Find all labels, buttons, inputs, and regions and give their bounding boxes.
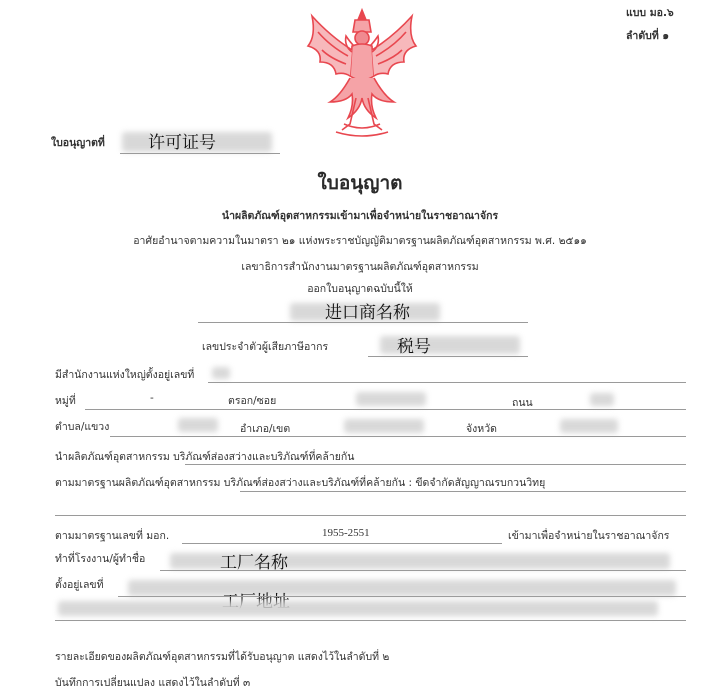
province-label: จังหวัด xyxy=(466,423,497,435)
authority-line-1: อาศัยอำนาจตามความในมาตรา ๒๑ แห่งพระราชบัญญัติมาตรฐานผลิตภัณฑ์อุตสาหกรรม พ.ศ. ๒๕๑๑ xyxy=(133,235,587,247)
license-number-rule xyxy=(120,153,280,154)
license-number-overlay: 许可证号 xyxy=(148,133,216,153)
page-title: ใบอนุญาต xyxy=(317,172,403,194)
standard-number-label: ตามมาตรฐานเลขที่ มอก. xyxy=(55,530,170,542)
standard-rule xyxy=(240,491,686,492)
redacted-factory-address-1 xyxy=(128,580,676,596)
head-office-rule xyxy=(208,382,686,383)
road-label: ถนน xyxy=(512,397,533,409)
redacted-house-number xyxy=(212,367,230,379)
tax-id-rule xyxy=(368,356,528,357)
soi-label: ตรอก/ซอย xyxy=(228,395,277,407)
importer-name-overlay: 进口商名称 xyxy=(325,303,410,323)
factory-name-overlay: 工厂名称 xyxy=(220,553,288,573)
standard-number-suffix: เข้ามาเพื่อจำหน่ายในราชอาณาจักร xyxy=(508,530,670,542)
footer-line-1: รายละเอียดของผลิตภัณฑ์อุตสาหกรรมที่ได้รับอนุญาต แสดงไว้ในลำดับที่ ๒ xyxy=(55,651,390,663)
tax-id-label: เลขประจำตัวผู้เสียภาษีอากร xyxy=(202,341,329,353)
standard-number-rule xyxy=(182,543,502,544)
subtitle: นำผลิตภัณฑ์อุตสาหกรรมเข้ามาเพื่อจำหน่ายในราชอาณาจักร xyxy=(221,210,499,222)
redacted-road xyxy=(590,393,614,406)
footer-line-2: บันทึกการเปลี่ยนแปลง แสดงไว้ในลำดับที่ ๓ xyxy=(55,677,251,689)
authority-line-2: เลขาธิการสำนักงานมาตรฐานผลิตภัณฑ์อุตสาหกรรม xyxy=(241,261,479,273)
factory-address-label: ตั้งอยู่เลขที่ xyxy=(55,579,104,591)
district-label: อำเภอ/เขต xyxy=(240,423,291,435)
standard-line: ตามมาตรฐานผลิตภัณฑ์อุตสาหกรรม บริภัณฑ์ส่องสว่างและบริภัณฑ์ที่คล้ายกัน : ขีดจำกัดสัญญาณรบกวนวิทยุ xyxy=(55,477,546,489)
factory-rule xyxy=(160,570,686,571)
sequence-number: ลำดับที่ ๑ xyxy=(626,30,670,42)
address-row2-rule xyxy=(110,436,686,437)
form-code: แบบ มอ.๖ xyxy=(626,7,674,19)
product-rule xyxy=(185,464,686,465)
authority-line-3: ออกใบอนุญาตฉบับนี้ให้ xyxy=(307,283,413,295)
importer-rule xyxy=(198,322,528,323)
address-row1-rule xyxy=(85,409,686,410)
factory-address-rule xyxy=(118,596,686,597)
standard-rule-2 xyxy=(55,515,686,516)
redacted-district xyxy=(344,419,424,433)
garuda-emblem-icon xyxy=(300,6,424,142)
moo-label: หมู่ที่ xyxy=(55,395,76,407)
license-number-label: ใบอนุญาตที่ xyxy=(51,137,105,149)
redacted-province xyxy=(560,419,618,433)
factory-label: ทำที่โรงงาน/ผู้ทำชื่อ xyxy=(55,553,146,565)
redacted-soi xyxy=(356,392,426,406)
redacted-factory-address-2 xyxy=(58,601,658,616)
factory-address-rule-2 xyxy=(55,620,686,621)
subdistrict-label: ตำบล/แขวง xyxy=(55,421,110,433)
head-office-label: มีสำนักงานแห่งใหญ่ตั้งอยู่เลขที่ xyxy=(55,369,195,381)
moo-value: - xyxy=(150,392,154,404)
product-line: นำผลิตภัณฑ์อุตสาหกรรม บริภัณฑ์ส่องสว่างและบริภัณฑ์ที่คล้ายกัน xyxy=(55,451,355,463)
redacted-subdistrict xyxy=(178,418,218,432)
tax-id-overlay: 税号 xyxy=(397,337,431,357)
standard-number-value: 1955-2551 xyxy=(322,527,370,539)
